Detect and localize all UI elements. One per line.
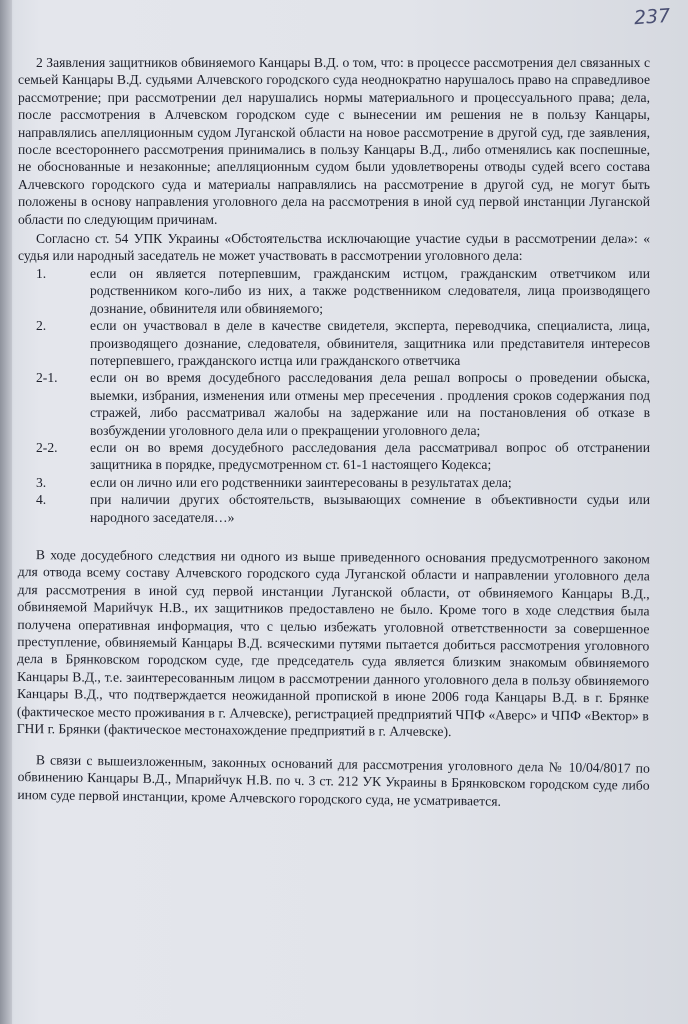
list-item [18, 369, 650, 439]
list-item [18, 474, 650, 491]
list-item-text: при наличии других обстоятельств, вызывающих сомнение в объективности судьи или народного заседателя…» [90, 492, 650, 525]
document-body [16, 54, 650, 809]
list-item-text: если он является потерпевшим, гражданским истцом, гражданским ответчиком или родственником кого-либо из них, а также родственником следователя, лица производящего дознание, обвинителя или обвиняемого; [90, 265, 650, 316]
list-item [18, 439, 650, 474]
paragraph-conclusion: В связи с вышеизложенным, законных оснований для рассмотрения уголовного дела № 10/04/8017 по обвинению Канцары В.Д., Мпарийчук Н.В. по ч. 3 ст. 212 УК Украины в Брянковском городском суде либо ином суде первой инстанции, кроме Алчевского городского суда, не усматривается. [17, 752, 650, 809]
list-item-text: если он во время досудебного расследования дела рассматривал вопрос об отстранении защитника в порядке, предусмотренном ст. 61-1 настоящего Кодекса; [90, 439, 650, 473]
list-item-number: 2-1. [36, 370, 58, 386]
list-item-number: 3. [36, 474, 47, 490]
list-item-text: если он участвовал в деле в качестве свидетеля, эксперта, переводчика, специалиста, лица, производящего дознание, следователя, обвинителя, защитника или представителя интересов потерпевшего, гражданского истца или гражданского ответчика [90, 318, 650, 368]
list-item [18, 265, 650, 317]
section-spacer [18, 526, 650, 546]
page-number: 237 [633, 4, 671, 30]
list-item-number: 2-2. [36, 439, 58, 455]
article-items-list [18, 265, 650, 526]
list-item-text: если он лично или его родственники заинтересованы в результатах дела; [90, 474, 512, 490]
page-binding-edge [0, 0, 12, 1024]
paragraph-article-54: Согласно ст. 54 УПК Украины «Обстоятельства исключающие участие судьи в рассмотрении дела»: « судья или народный заседатель не может участвовать в рассмотрении уголовного дела: [18, 231, 650, 264]
list-item [18, 491, 650, 526]
list-item-number: 1. [36, 265, 47, 281]
list-item-text: если он во время досудебного расследования дела решал вопросы о проведении обыска, выемки, избрания, изменения или отмены мер пресечения . продления сроков содержания под стражей, либо рассматривал жалобы на задержание или на постановления об отказе в возбуждении уголовного дела или о прекращении уголовного дела; [90, 370, 650, 438]
list-item-number: 2. [36, 318, 47, 334]
list-item [18, 317, 650, 369]
paragraph-defense-statements: 2 Заявления защитников обвиняемого Канцары В.Д. о том, что: в процессе рассмотрения дел связанных с семьей Канцары В.Д. судьями Алчевского городского суда неоднократно нарушалось право на справедливое рассмотрение; при рассмотрении дел нарушались нормы материального и процессуального права; дела, после рассмотрения в Алчевском городском суде с вынесении им решения не в пользу Канцары, направлялись апелляционным судом Луганской области на новое рассмотрение в другой суд, где заявления, после всестороннего рассмотрения принимались в пользу Канцары В.Д., либо отменялись как поспешные, не обоснованные и незаконные; апелляционным судом были удовлетворены отводы судей всего состава Алчевского городского суда и материалы направлялись на рассмотрение в другой суд, не могут быть положены в основу направления уголовного дела на рассмотрения в иной суд первой инстанции Луганской области по следующим причинам. [18, 55, 650, 227]
paragraph-investigation: В ходе досудебного следствия ни одного из выше приведенного основания предусмотренного законом для отвода всему составу Алчевского городского суда Луганской области и направлении уголовного дела для рассмотрения в иной суд первой инстанции Луганской области, от обвиняемого Канцары В.Д., обвиняемой Марийчук Н.В., их защитников предоставлено не было. Кроме того в ходе следствия была получена оперативная информация, что с целью избежать уголовной ответственности за совершенное преступление, обвиняемый Канцары В.Д. всяческими путями пытается добиться рассмотрения уголовного дела в Брянковском городском суде, где председатель суда является близким знакомым обвиняемого Канцары В.Д., т.е. заинтересованным лицом в рассмотрении данного уголовного дела в пользу обвиняемого Канцары В.Д., что подтверждается неожиданной пропиской в июне 2006 года Канцары В.Д. в г. Брянке (фактическое место проживания в г. Алчевске), регистрацией предприятий ЧПФ «Аверс» и ЧПФ «Вектор» в ГНИ г. Брянки (фактическое местонахождение предприятий в г. Алчевске). [16, 547, 650, 740]
list-item-number: 4. [36, 492, 47, 508]
